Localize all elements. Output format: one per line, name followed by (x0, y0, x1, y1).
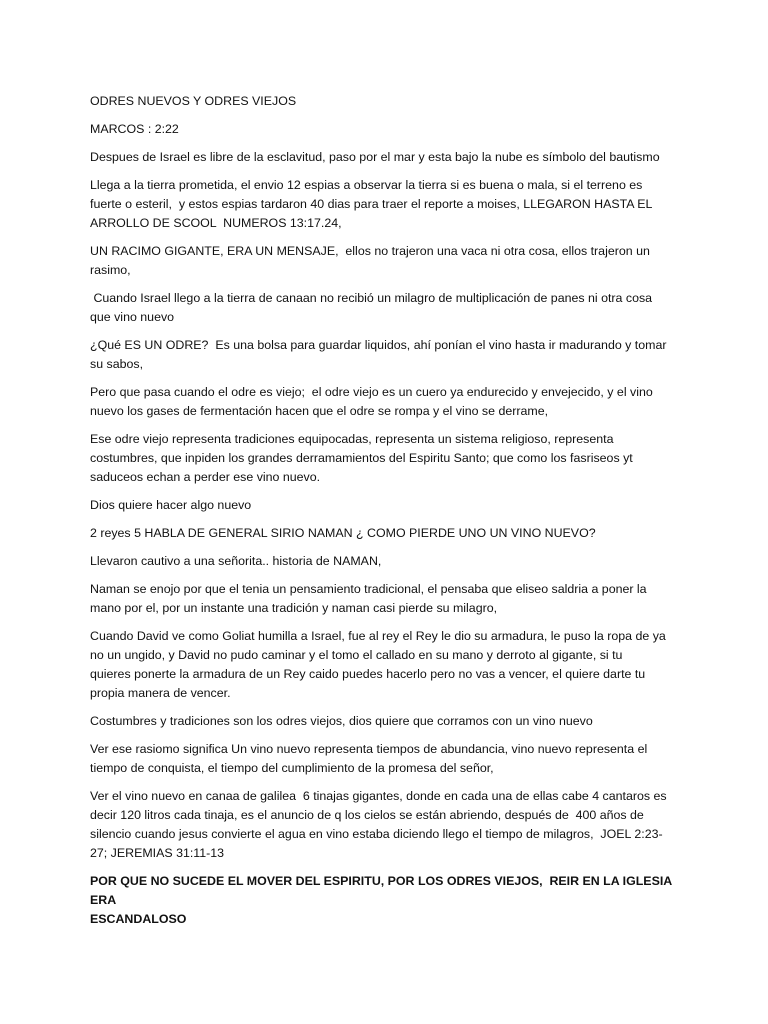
text-line: Cuando Israel llego a la tierra de canaan no recibió un milagro de multiplicación de panes ni otra cosa (90, 291, 653, 305)
paragraph (90, 740, 690, 778)
paragraph (90, 524, 690, 543)
text-line: MARCOS : 2:22 (90, 122, 179, 136)
document-body (90, 92, 690, 938)
text-line: tiempo de conquista, el tiempo del cumplimiento de la promesa del señor, (90, 761, 494, 775)
text-line: fuerte o esteril, y estos espias tardaron 40 dias para traer el reporte a moises, LLEGARON HASTA EL (90, 197, 653, 211)
text-line: ARROLLO DE SCOOL NUMEROS 13:17.24, (90, 216, 342, 230)
text-line: costumbres, que inpiden los grandes derramamientos del Espiritu Santo; que como los fasriseos yt (90, 451, 633, 465)
text-line: Ver ese rasiomo significa Un vino nuevo representa tiempos de abundancia, vino nuevo representa el (90, 742, 648, 756)
text-line: Ese odre viejo representa tradiciones equipocadas, representa un sistema religioso, representa (90, 432, 614, 446)
paragraph (90, 872, 690, 929)
text-line: ESCANDALOSO (90, 912, 187, 926)
text-line: Dios quiere hacer algo nuevo (90, 498, 252, 512)
text-line: 2 reyes 5 HABLA DE GENERAL SIRIO NAMAN ¿ COMO PIERDE UNO UN VINO NUEVO? (90, 526, 596, 540)
text-line: mano por el, por un instante una tradición y naman casi pierde su milagro, (90, 601, 498, 615)
text-line: que vino nuevo (90, 310, 175, 324)
paragraph (90, 580, 690, 618)
text-line: nuevo los gases de fermentación hacen que el odre se rompa y el vino se derrame, (90, 404, 549, 418)
text-line: Llevaron cautivo a una señorita.. historia de NAMAN, (90, 554, 382, 568)
text-line: no un ungido, y David no pudo caminar y el tomo el callado en su mano y derroto al gigante, si tu (90, 648, 623, 662)
paragraph (90, 787, 690, 863)
text-line: Cuando David ve como Goliat humilla a Israel, fue al rey el Rey le dio su armadura, le puso la ropa de ya (90, 629, 666, 643)
paragraph (90, 430, 690, 487)
paragraph (90, 242, 690, 280)
paragraph (90, 496, 690, 515)
text-line: 27; JEREMIAS 31:11-13 (90, 846, 225, 860)
text-line: UN RACIMO GIGANTE, ERA UN MENSAJE, ellos no trajeron una vaca ni otra cosa, ellos trajeron un (90, 244, 650, 258)
text-line: Costumbres y tradiciones son los odres viejos, dios quiere que corramos con un vino nuevo (90, 714, 593, 728)
text-line: Naman se enojo por que el tenia un pensamiento tradicional, el pensaba que eliseo saldria a poner la (90, 582, 647, 596)
paragraph (90, 383, 690, 421)
text-line: ¿Qué ES UN ODRE? Es una bolsa para guardar liquidos, ahí ponían el vino hasta ir madurando y tomar (90, 338, 667, 352)
paragraph (90, 148, 690, 167)
text-line: quieres ponerte la armadura de un Rey caido puedes hacerlo pero no vas a vencer, el quiere darte tu (90, 667, 646, 681)
text-line: Despues de Israel es libre de la esclavitud, paso por el mar y esta bajo la nube es símbolo del bautismo (90, 150, 660, 164)
text-line: silencio cuando jesus convierte el agua en vino estaba diciendo llego el tiempo de milagros, JOEL 2:23- (90, 827, 663, 841)
document-title (90, 92, 690, 111)
text-line: decir 120 litros cada tinaja, es el anuncio de q los cielos se están abriendo, después de 400 años de (90, 808, 644, 822)
text-line: propia manera de vencer. (90, 686, 231, 700)
text-line: Ver el vino nuevo en canaa de galilea 6 tinajas gigantes, donde en cada una de ellas cabe 4 cantaros es (90, 789, 667, 803)
paragraph (90, 627, 690, 703)
paragraph (90, 336, 690, 374)
text-line: su sabos, (90, 357, 144, 371)
text-line: rasimo, (90, 263, 131, 277)
paragraph (90, 289, 690, 327)
paragraph (90, 552, 690, 571)
paragraph (90, 712, 690, 731)
paragraph (90, 120, 690, 139)
text-line: ODRES NUEVOS Y ODRES VIEJOS (90, 94, 297, 108)
text-line: saduceos echan a perder ese vino nuevo. (90, 470, 321, 484)
text-line: Llega a la tierra prometida, el envio 12 espias a observar la tierra si es buena o mala, si el terreno es (90, 178, 643, 192)
text-line: POR QUE NO SUCEDE EL MOVER DEL ESPIRITU, POR LOS ODRES VIEJOS, REIR EN LA IGLESIA ERA (90, 874, 676, 907)
text-line: Pero que pasa cuando el odre es viejo; el odre viejo es un cuero ya endurecido y envejecido, y el vino (90, 385, 653, 399)
paragraph (90, 176, 690, 233)
